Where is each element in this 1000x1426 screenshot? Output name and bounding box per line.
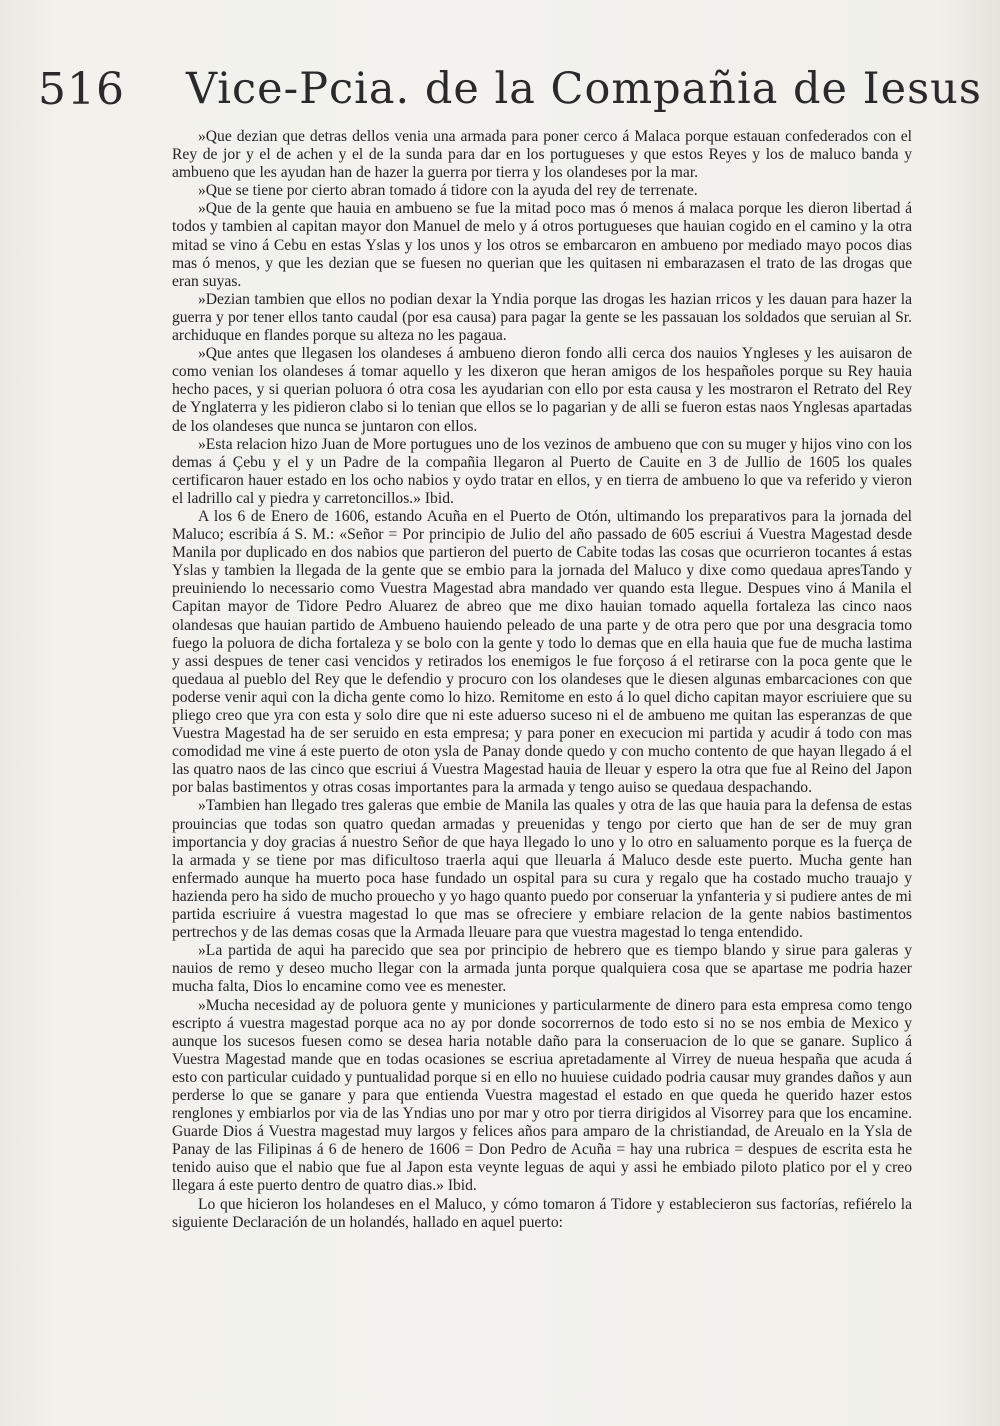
page-number: 516 xyxy=(38,64,125,115)
body-text xyxy=(172,128,912,1232)
paragraph: »Que se tiene por cierto abran tomado á tidore con la ayuda del rey de terrenate. xyxy=(198,182,698,200)
paragraph: »Mucha necesidad ay de poluora gente y municiones y particularmente de dinero para esta empresa como tengo escripto á vuestra magestad porque aca no ay por donde socorrernos de todo esto si no se nos embia de Mexico y aunque los sucesos fuesen como se desea haria notable daño para la conseruacion de lo que se ganare. Suplico á Vuestra Magestad mande que en todas ocasiones se escriua apretadamente al Virrey de nueua hespaña que acuda á esto con particular cuidado y puntualidad porque si en ello no huuiese cuidado podria causar muy grandes daños y aun perderse lo que se ganare y para que entienda Vuestra magestad el estado en que queda he querido hazer estos renglones y embiarlos por via de las Yndias uno por mar y otro por tierra dirigidos al Visorrey para que los encamine. Guarde Dios á Vuestra magestad muy largos y felices años para amparo de la christiandad, de Areualo en la Ysla de Panay de las Filipinas á 6 de henero de 1606 = Don Pedro de Acuña = hay una rubrica = despues de escrita esta he tenido auiso que el nabio que fue al Japon esta veynte leguas de aqui y assi he embiado piloto platico por el y creo llegara á este puerto dentro de quatro dias.» Ibid. xyxy=(172,996,912,1195)
paragraph: »Que dezian que detras dellos venia una armada para poner cerco á Malaca porque estauan confederados con el Rey de jor y el de achen y el de la sunda para dar en los portugueses y que estos Reyes y los de maluco banda y ambueno que les ayudan han de hazer la guerra por tierra y los olandeses por la mar. xyxy=(172,128,912,182)
paragraph: »Que antes que llegasen los olandeses á ambueno dieron fondo alli cerca dos nauios Yngleses y les auisaron de como venian los olandeses á tomar aquello y les dixeron que heran amigos de los hespañoles porque su Rey hauia hecho paces, y si querian poluora ó otra cosa les ayudarian con ello por esta causa y les mostraron el Retrato del Rey de Ynglaterra y les pidieron clabo si lo tenian que ellos se lo pagarian y de alli se fueron estas naos Ynglesas apartadas de los olandeses que nunca se juntaron con ellos. xyxy=(172,345,912,435)
paragraph: »Esta relacion hizo Juan de More portugues uno de los vezinos de ambueno que con su muger y hijos vino con los demas á Çebu y el y un Padre de la compañia llegaron al Puerto de Cauite en 3 de Jullio de 1605 los quales certificaron hauer estado en los ocho nabios y oydo tratar en ellos, y en tierra de ambueno lo que va referido y vieron el ladrillo cal y piedra y carretoncillos.» Ibid. xyxy=(172,435,912,507)
paragraph: Lo que hicieron los holandeses en el Maluco, y cómo tomaron á Tidore y establecieron sus factorías, refiérelo la siguiente Declaración de un holandés, hallado en aquel puerto: xyxy=(172,1195,912,1231)
paragraph: »Que de la gente que hauia en ambueno se fue la mitad poco mas ó menos á malaca porque les dieron libertad á todos y tambien al capitan mayor don Manuel de melo y á otros portugueses que hauian cogido en el camino y la otra mitad se vino á Cebu en estas Yslas y los unos y los otros se embarcaron en ambueno por mediado mayo pocos dias mas ó menos, y que les dezian que se fuesen no querian que les quitasen ni embarazasen el trato de las drogas que eran suyas. xyxy=(172,200,912,290)
paragraph: A los 6 de Enero de 1606, estando Acuña en el Puerto de Otón, ultimando los preparativos para la jornada del Maluco; escribía á S. M.: «Señor = Por principio de Julio del año passado de 605 escriui á Vuestra Magestad desde Manila por duplicado en dos nabios que partieron del puerto de Cabite todas las cosas que ocurrieron tocantes á estas Yslas y tambien la llegada de la gente que se embio para la jornada del Maluco y dixe como quedaua apresTando y preuiniendo lo necessario como Vuestra Magestad abra mandado ver quando esta llegue. Despues vino á Manila el Capitan mayor de Tidore Pedro Aluarez de abreo que me dixo hauian tomado aquella fortaleza las cinco naos olandesas que hauian partido de Ambueno hauiendo peleado de una parte y de otra pero que por una desgracia tomo fuego la poluora de dicha fortaleza y se bolo con la gente y todo lo demas que en ella hauia que fue de mucha lastima y assi despues de tener casi vencidos y retirados los enemigos le fue forçoso á el retirarse con la poca gente que le quedaua al pueblo del Rey que le defendio y procuro con los olandeses que le diesen algunas embarcaciones con que poderse venir aqui con la dicha gente como lo hizo. Remitome en esto á lo quel dicho capitan mayor escriuiere que su pliego creo que yra con esta y solo dire que ni este aduerso suceso ni el de ambueno me quitan las esperanzas de que Vuestra Magestad ha de ser seruido en esta empresa; y para poner en execucion mi partida y acudir á todo con mas comodidad me vine á este puerto de oton ysla de Panay donde quedo y con mucho contento de que hayan llegado á el las quatro naos de las cinco que escriui á Vuestra Magestad hauia de lleuar y espero la otra que fue al Reino del Japon por balas bastimentos y otras cosas importantes para la armada y tengo auiso se quedaua despachando. xyxy=(172,507,912,797)
paragraph: »Tambien han llegado tres galeras que embie de Manila las quales y otra de las que hauia para la defensa de estas prouincias que todas son quatro quedan armadas y preuenidas y tengo por cierto que han de ser de muy gran importancia y doy gracias á nuestro Señor de que haya llegado lo uno y lo otro en saluamento porque es la fuerça de la armada y se tiene por mas dificultoso traerla aqui que lleuarla á Maluco desde este puerto. Mucha gente han enfermado aunque ha muerto poca hase fundado un ospital para su cura y regalo que ha costado mucho trauajo y hazienda pero ha sido de mucho prouecho y yo hago quanto puedo por conseruar la ynfanteria y si pudiere antes de mi partida escriuire á vuestra magestad lo que mas se ofreciere y embiare relacion de la gente nabios bastimentos pertrechos y de las demas cosas que la Armada lleuare para que vuestra magestad lo tenga entendido. xyxy=(172,797,912,942)
paragraph: »Dezian tambien que ellos no podian dexar la Yndia porque las drogas les hazian rricos y les dauan para hazer la guerra y por tener ellos tanto caudal (por esa causa) para pagar la gente se les passauan los soldados que seruian al Sr. archiduque en flandes porque su alteza no les pagaua. xyxy=(172,290,912,345)
page-header xyxy=(38,64,982,134)
paragraph: »La partida de aqui ha parecido que sea por principio de hebrero que es tiempo blando y sirue para galeras y nauios de remo y deseo mucho llegar con la armada junta porque qualquiera cosa que se apartase me podria hazer mucha falta, Dios lo encamine como vee es menester. xyxy=(172,942,912,996)
running-title: Vice-Pcia. de la Compañia de Iesus xyxy=(186,64,982,114)
